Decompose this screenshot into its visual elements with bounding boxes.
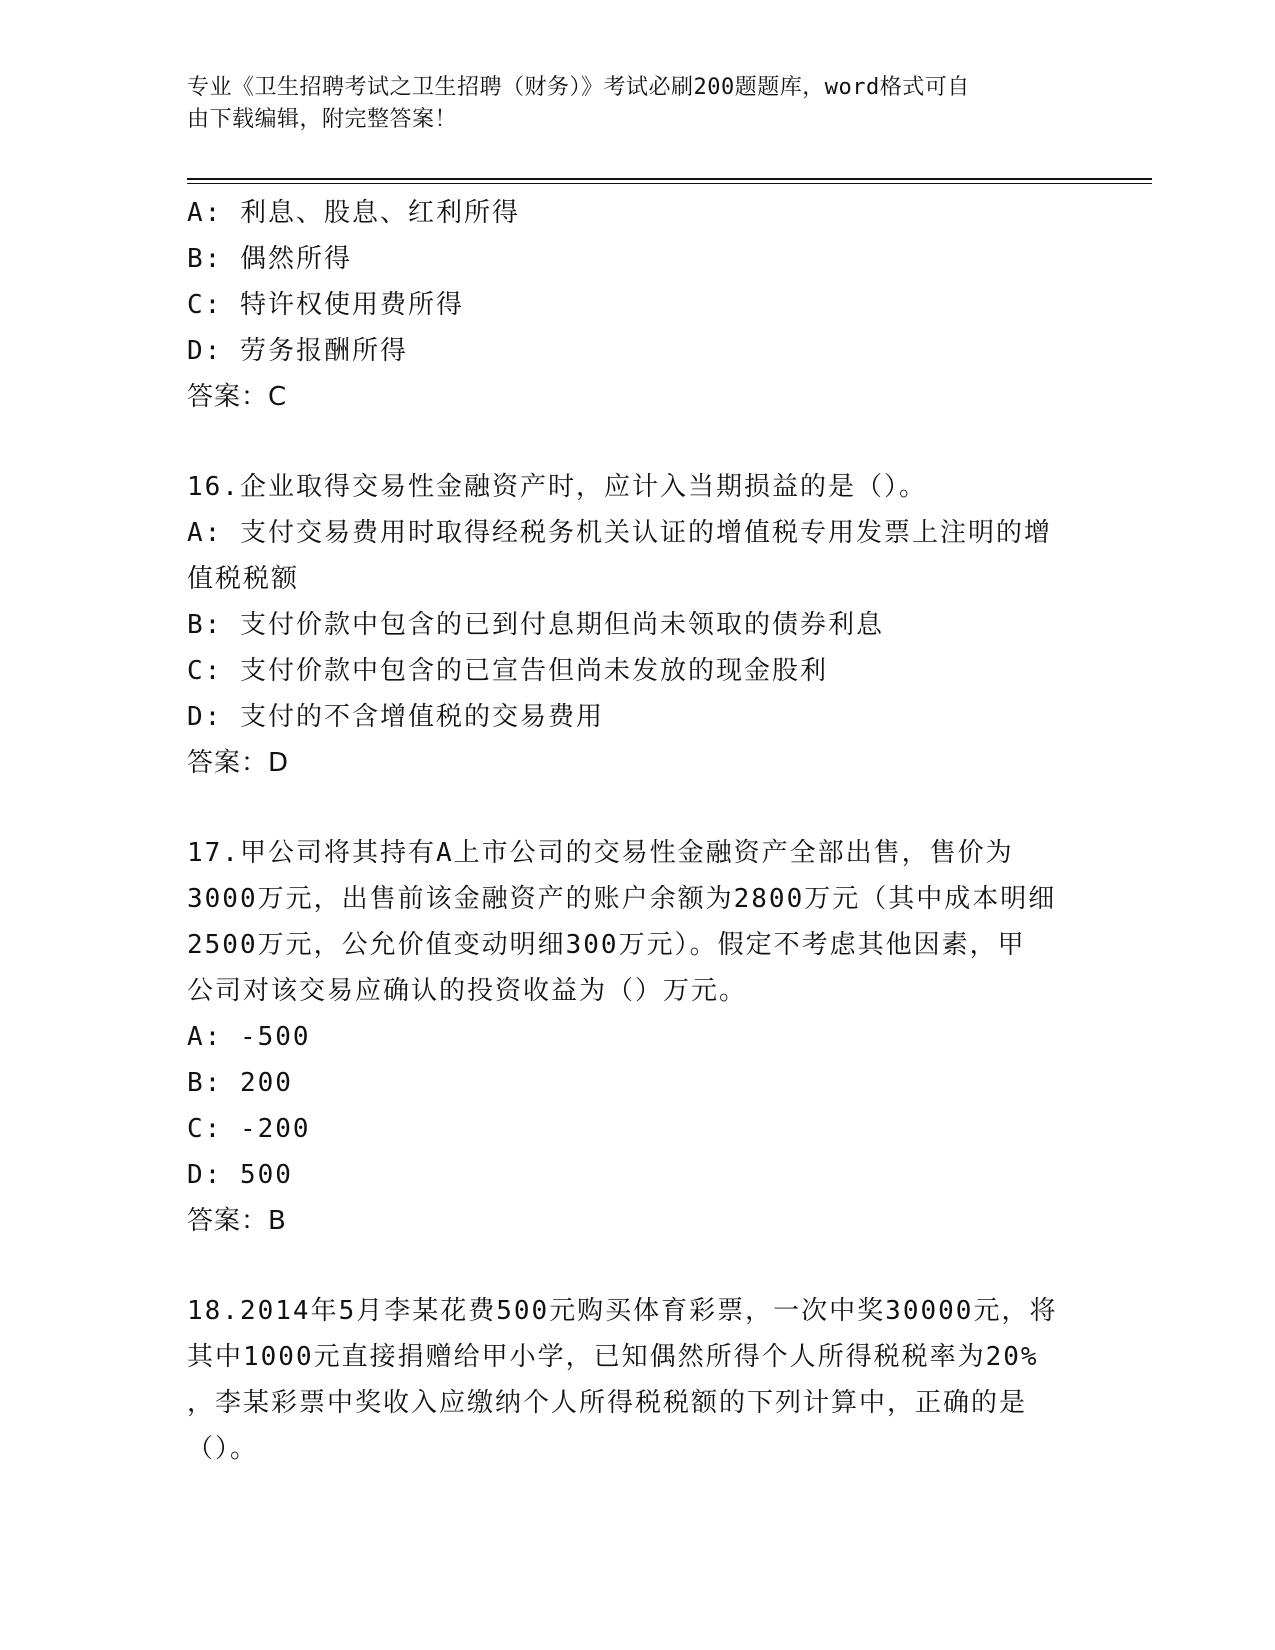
question-stem-line-2: 其中1000元直接捐赠给甲小学，已知偶然所得个人所得税税率为20%: [187, 1342, 1039, 1372]
question-spacer: [187, 1244, 1087, 1288]
question-17: [187, 830, 1087, 1244]
question-stem-line-4: 公司对该交易应确认的投资收益为（）万元。: [187, 976, 748, 1006]
answer-line: 答案：C: [187, 382, 288, 412]
question-spacer: [187, 420, 1087, 464]
option-c: C: 特许权使用费所得: [187, 290, 464, 320]
question-stem-line-3: ，李某彩票中奖收入应缴纳个人所得税税额的下列计算中，正确的是: [187, 1388, 1028, 1418]
option-c: C: -200: [187, 1114, 311, 1144]
option-a: A: 利息、股息、红利所得: [187, 198, 520, 228]
document-header: [187, 72, 1077, 136]
question-stem-line-1: 17.甲公司将其持有A上市公司的交易性金融资产全部出售，售价为: [187, 838, 1014, 868]
option-c: C: 支付价款中包含的已宣告但尚未发放的现金股利: [187, 656, 828, 686]
header-divider-thick: [187, 178, 1152, 180]
option-b: B: 200: [187, 1068, 293, 1098]
option-a-line-2: 值税税额: [187, 564, 300, 594]
question-stem-line-3: 2500万元，公允价值变动明细300万元）。假定不考虑其他因素，甲: [187, 930, 1026, 960]
document-body: [187, 190, 1087, 1472]
answer-line: 答案：D: [187, 748, 290, 778]
option-d: D: 劳务报酬所得: [187, 336, 408, 366]
option-a-line-1: A: 支付交易费用时取得经税务机关认证的增值税专用发票上注明的增: [187, 518, 1052, 548]
question-18: [187, 1288, 1087, 1472]
header-divider-thin: [187, 183, 1152, 184]
header-line-2: 由下载编辑，附完整答案！: [187, 107, 458, 132]
option-b: B: 支付价款中包含的已到付息期但尚未领取的债券利息: [187, 610, 884, 640]
option-a: A: -500: [187, 1022, 311, 1052]
option-b: B: 偶然所得: [187, 244, 352, 274]
option-d: D: 支付的不含增值税的交易费用: [187, 702, 604, 732]
question-stem-line-2: 3000万元，出售前该金融资产的账户余额为2800万元（其中成本明细: [187, 884, 1057, 914]
option-d: D: 500: [187, 1160, 293, 1190]
question-stem: 16.企业取得交易性金融资产时，应计入当期损益的是（）。: [187, 472, 927, 502]
answer-line: 答案：B: [187, 1206, 287, 1236]
header-line-1: 专业《卫生招聘考试之卫生招聘（财务）》考试必刷200题题库，word格式可自: [187, 75, 970, 100]
question-stem-line-1: 18.2014年5月李某花费500元购买体育彩票，一次中奖30000元，将: [187, 1296, 1058, 1326]
question-stem-line-4: （）。: [187, 1434, 259, 1464]
question-prev: [187, 190, 1087, 420]
question-16: [187, 464, 1087, 786]
question-spacer: [187, 786, 1087, 830]
